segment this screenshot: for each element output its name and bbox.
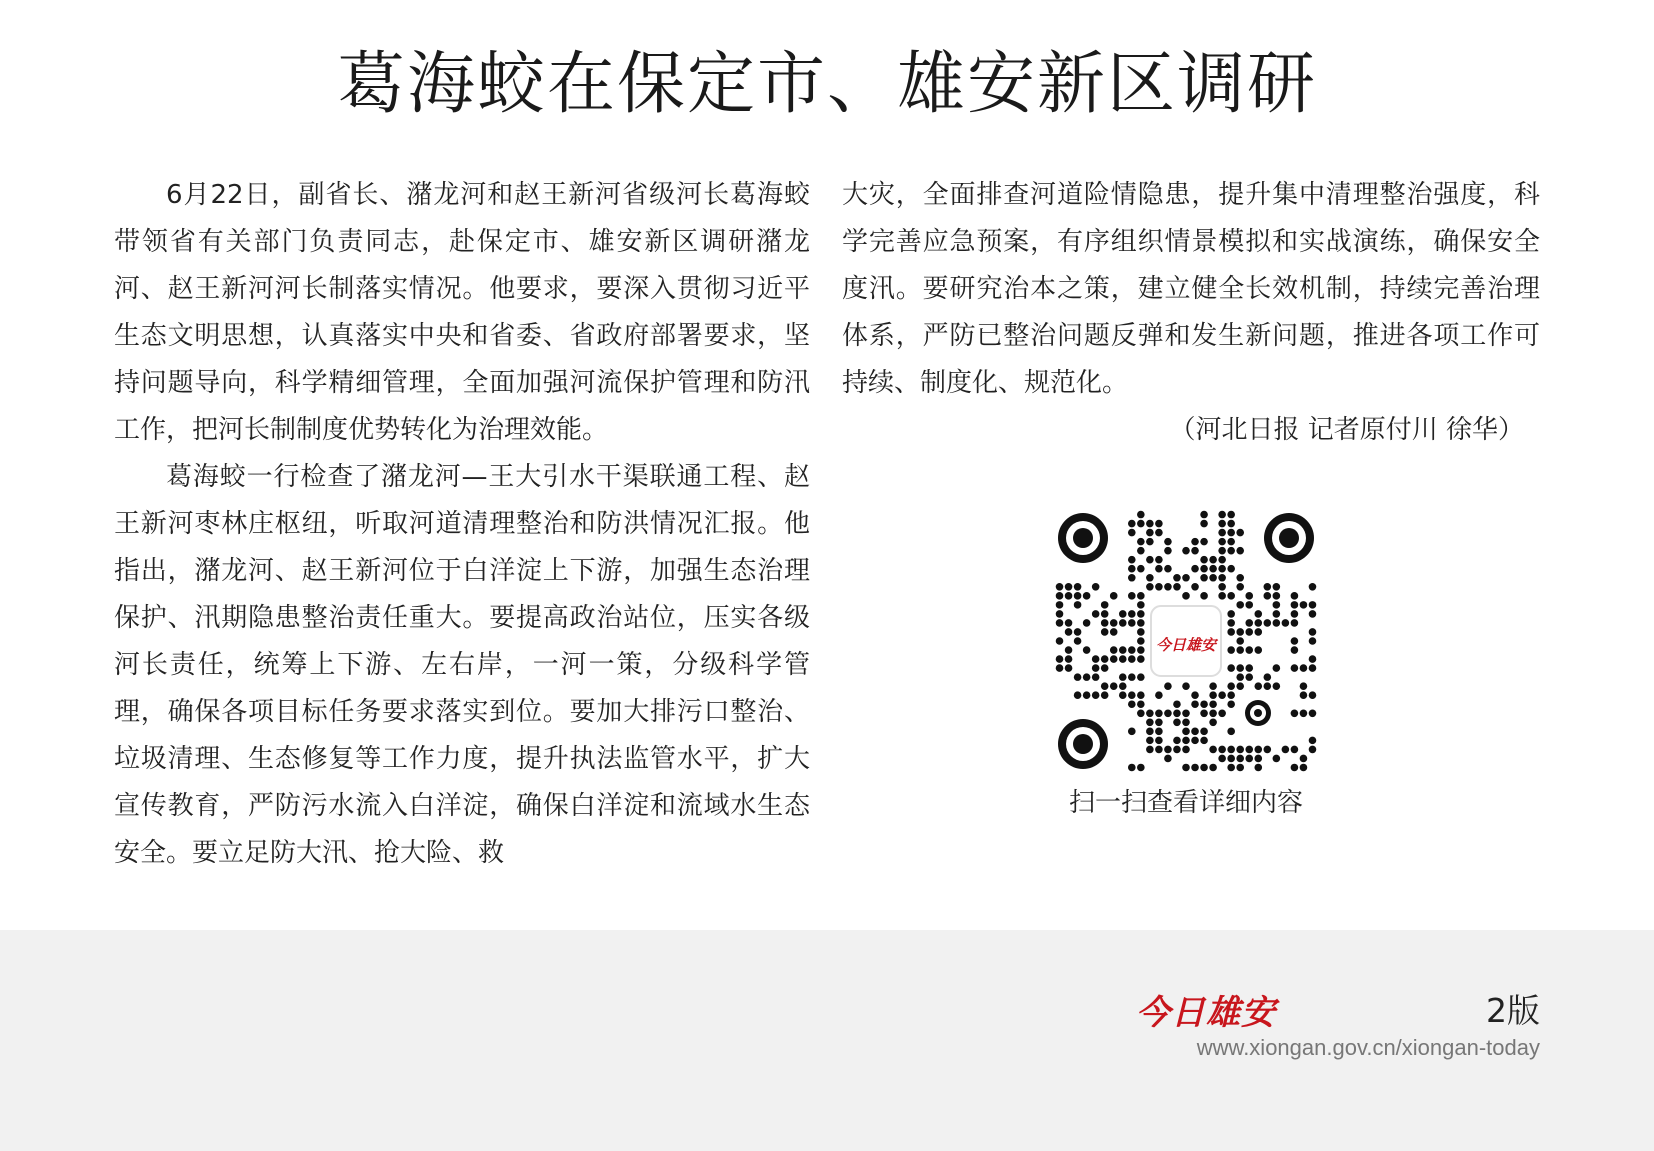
article-byline: （河北日报 记者原付川 徐华） <box>1169 415 1524 445</box>
qr-finder-top-right <box>1264 513 1314 563</box>
qr-center-logo <box>1151 606 1221 676</box>
qr-finder-top-left <box>1058 513 1108 563</box>
qr-caption: 扫一扫查看详细内容 <box>1068 788 1303 818</box>
qr-finder-bottom-left <box>1058 719 1108 769</box>
footer-edition: 2版 <box>1486 991 1540 1030</box>
qr-code[interactable] <box>1055 510 1317 772</box>
qr-alignment-pattern <box>1245 700 1271 726</box>
article-paragraph-continued: 大灾，全面排查河道险情隐患，提升集中清理整治强度，科学完善应急预案，有序组织情景模拟和实战演练，确保安全度汛。要研究治本之策，建立健全长效机制，持续完善治理体系，严防已整治问题反弹和发生新问题，推进各项工作可持续、制度化、规范化。 <box>842 180 1540 398</box>
article-column-right <box>842 172 1540 407</box>
article-column-left <box>114 172 810 877</box>
article-title: 葛海蛟在保定市、雄安新区调研 <box>336 45 1317 124</box>
article-paragraph: 6月22日，副省长、潴龙河和赵王新河省级河长葛海蛟带领省有关部门负责同志，赴保定市、雄安新区调研潴龙河、赵王新河河长制落实情况。他要求，要深入贯彻习近平生态文明思想，认真落实中央和省委、省政府部署要求，坚持问题导向，科学精细管理，全面加强河流保护管理和防汛工作，把河长制制度优势转化为治理效能。 <box>114 180 810 445</box>
article-paragraph: 葛海蛟一行检查了潴龙河—王大引水干渠联通工程、赵王新河枣林庄枢纽，听取河道清理整治和防洪情况汇报。他指出，潴龙河、赵王新河位于白洋淀上下游，加强生态治理保护、汛期隐患整治责任重大。要提高政治站位，压实各级河长责任，统筹上下游、左右岸，一河一策，分级科学管理，确保各项目标任务要求落实到位。要加大排污口整治、垃圾清理、生态修复等工作力度，提升执法监管水平，扩大宣传教育，严防污水流入白洋淀，确保白洋淀和流域水生态安全。要立足防大汛、抢大险、救 <box>114 462 810 868</box>
footer-brand-logo: 今日雄安 <box>1136 993 1276 1033</box>
footer-url-link[interactable]: www.xiongan.gov.cn/xiongan-today <box>1196 1035 1540 1060</box>
qr-logo-text: 今日雄安 <box>1155 636 1217 654</box>
